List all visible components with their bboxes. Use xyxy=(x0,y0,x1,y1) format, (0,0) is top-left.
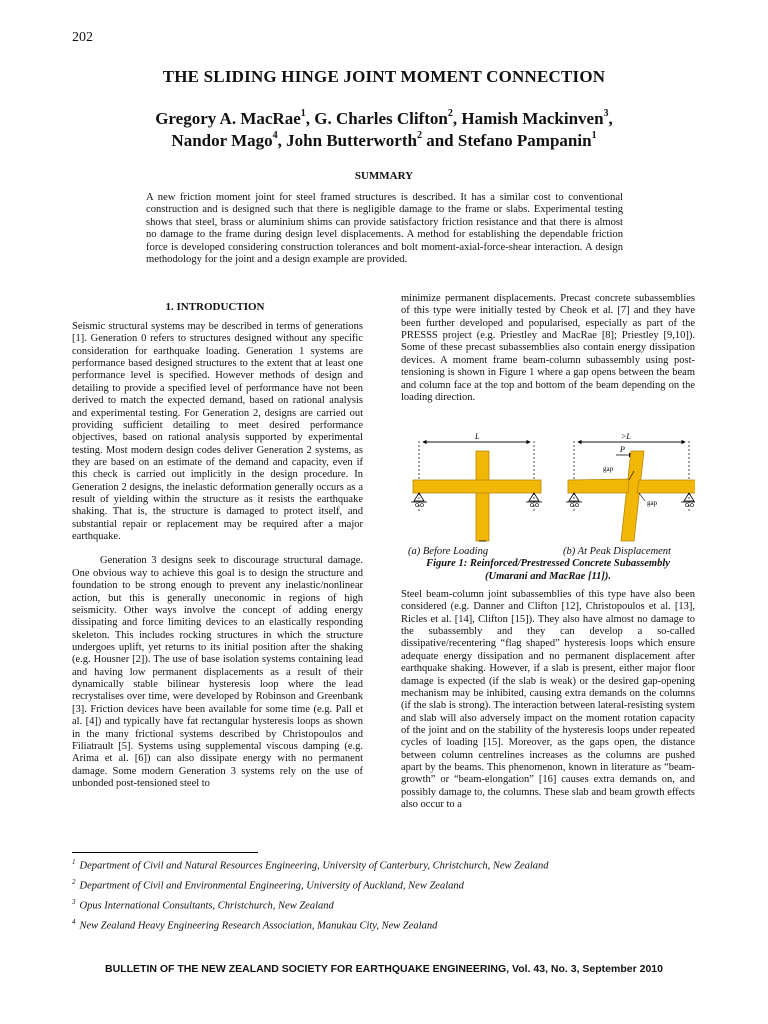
author-name: Stefano Pampanin xyxy=(457,131,592,150)
span-label-greater-l: >L xyxy=(621,432,631,441)
page-number: 202 xyxy=(72,30,93,45)
left-column-text xyxy=(72,321,363,790)
span-label-l: L xyxy=(475,432,480,441)
author-separator: , xyxy=(305,109,315,128)
intro-paragraph-1: Seismic structural systems may be described in terms of generations [1]. Generation 0 refers to structures designed without any specific consideration for earthquake loading. Generation 1 systems are performance based designed structures to the extent that at least one performance level is specified. However methods of design and detailing to provide a specified level of performance have not been derived to match the expected demand, based on rational analysis and experimental testing. For Generation 2, designs are carried out providing sufficient detailing to meet desired performance objectives, based on rational analysis supported by experimental testing. Most modern design codes deliver Generation 2 systems, as they are based on an estimate of the demand and capacity, even if this check is carried out implicitly in the design procedure. In Generation 2 designs, the inelastic deformation generally occurs as a result of yielding within the structure as it resists the earthquake shaking. That is, the structure is damaged to protect itself, and substantial repair or replacement may be required after a major earthquake. xyxy=(72,321,363,543)
author-name: Hamish Mackinven xyxy=(461,109,604,128)
force-label-p: P xyxy=(620,445,625,454)
footnote-mark: 4 xyxy=(72,918,76,926)
right-column-text-bottom xyxy=(401,589,695,811)
author-separator: , xyxy=(277,131,287,150)
figure-subcaption-a: (a) Before Loading xyxy=(408,546,489,557)
beam-member-left xyxy=(568,479,629,493)
panel-b-peak-displacement xyxy=(566,432,695,541)
gap-label-top: gap xyxy=(603,465,614,473)
journal-footer: BULLETIN OF THE NEW ZEALAND SOCIETY FOR EARTHQUAKE ENGINEERING, Vol. 43, No. 3, September 2010 xyxy=(105,963,663,975)
roller-icon xyxy=(416,504,419,507)
footnote-2 xyxy=(72,878,692,892)
author-affiliation-mark: 2 xyxy=(416,130,422,142)
paper-title: THE SLIDING HINGE JOINT MOMENT CONNECTION xyxy=(162,67,606,86)
author-affiliation-mark: 1 xyxy=(300,108,306,120)
author-affiliation-mark: 1 xyxy=(591,130,597,142)
author-affiliation-mark: 2 xyxy=(447,108,453,120)
author-separator: , xyxy=(452,109,462,128)
column-member xyxy=(476,451,489,541)
authors-line-1 xyxy=(0,109,768,129)
panel-a-before-loading xyxy=(411,432,542,541)
beam-member-right xyxy=(637,480,695,493)
footnote-text: Department of Civil and Environmental Engineering, University of Auckland, New Zealand xyxy=(79,880,464,892)
roller-icon xyxy=(576,504,579,507)
author-name: John Butterworth xyxy=(286,131,417,150)
author-separator: and xyxy=(421,131,458,150)
summary-heading: SUMMARY xyxy=(354,170,414,182)
authors-line-2 xyxy=(0,131,768,151)
figure-caption-line-1: Figure 1: Reinforced/Prestressed Concrete Subassembly xyxy=(426,558,670,569)
roller-icon xyxy=(686,504,689,507)
footnote-text: Department of Civil and Natural Resources Engineering, University of Canterbury, Christchurch, New Zealand xyxy=(79,860,549,872)
roller-icon xyxy=(421,504,424,507)
roller-icon xyxy=(536,504,539,507)
summary-text: A new friction moment joint for steel framed structures is described. It has a similar cost to conventional construction and is designed such that there is negligible damage to the frame or slabs. Experimental testing shows that steel, brass or aluminium shims can provide satisfactory friction resistance and that there is almost no damage to the frame during design level displacements. A method for establishing the dependable friction force is developed considering construction tolerances and bolt moment-axial-force-shear interaction. A design methodology for the joint and a design example are provided. xyxy=(146,192,623,266)
figure-caption-line-2: (Umarani and MacRae [11]). xyxy=(485,571,611,582)
roller-icon xyxy=(691,504,694,507)
author-name: Nandor Mago xyxy=(171,131,273,150)
right-paragraph-bottom: Steel beam-column joint subassemblies of this type have also been considered (e.g. Danner and Clifton [12], Christopoulos et al. [13], Ricles et al. [14], Clifton [15]). They also have almost no damage to the subassembly and they can develop a so-called dissipative/recentering “flag shaped” hysteresis loops which ensure adequate energy dissipation and no permanent displacement after earthquake shaking. However, if a slab is present, either major floor damage is expected (if the slab is weak) or the desired gap-opening mechanism may be inhibited, causing extra demands on the columns (if the slab is strong). The interaction between lateral-resisting system and slab will also adversely impact on the moment rotation capacity of the joint and on the stability of the hysteresis loops under repeated cycles of loading [15]. Moreover, as the gaps open, the distance between column centrelines increases as the columns are pushed apart by the beams. This phenomenon, known in literature as “beam-growth” or “beam-elongation” [16] causes extra demands on, and possibly damage to, the columns. These slab and beam growth effects also occur to a xyxy=(401,589,695,811)
author-affiliation-mark: 4 xyxy=(272,130,278,142)
footnote-text: Opus International Consultants, Christchurch, New Zealand xyxy=(79,900,334,912)
footnote-mark: 2 xyxy=(72,878,76,886)
footnote-text: New Zealand Heavy Engineering Research Association, Manukau City, New Zealand xyxy=(79,920,438,932)
footnote-1 xyxy=(72,858,692,872)
footnote-divider xyxy=(72,852,258,853)
figure-subcaption-b: (b) At Peak Displacement xyxy=(563,546,671,557)
right-column-text-top xyxy=(401,293,695,404)
intro-paragraph-2: Generation 3 designs seek to discourage structural damage. One obvious way to achieve this goal is to design the structure and foundation to be strong enough to prevent any inelastic/nonlinear action, but this is generally uneconomic in regions of high seismicity. Other ways involve the concept of adding energy dissipating and force limiting devices to an elastically responding skeleton. This includes rocking structures in which the structure undergoes uplift, yet returns to its initial position after the shaking (e.g. Housner [2]). The use of base isolation systems containing lead and having low permanent displacements as a result of their dynamically stable bilinear hysteresis loop where the lead recrystalises over time, were developed by Robinson and Greenbank [3]. Friction devices have been available for some time (e.g. Pall et al. [4]) and typically have fat rectangular hysteresis loops as shown in the many frictional systems described by Christopoulos and Filiatrault [5]. Systems using supplemental viscous damping (e.g. Arima et al. [6]) can also dissipate energy with no permanent damage. Some modern Generation 3 systems rely on the use of unbonded post-tensioned steel to xyxy=(72,555,363,789)
column-member-displaced xyxy=(621,451,644,541)
beam-member xyxy=(413,480,541,493)
footnote-3 xyxy=(72,898,692,912)
right-paragraph-top: minimize permanent displacements. Precast concrete subassemblies of this type were initially tested by Cheok et al. [7] and they have been further developed and popularised, especially as part of the PRESSS project (e.g. Priestley and MacRae [8]; Priestley [9,10]). Some of these precast subassemblies also contain energy dissipation devices. A moment frame beam-column subassembly using post-tensioning is shown in Figure 1 where a gap opens between the beam and column face at the top and bottom of the beam depending on the loading direction. xyxy=(401,293,695,403)
introduction-heading: 1. INTRODUCTION xyxy=(165,301,265,313)
roller-icon xyxy=(571,504,574,507)
footnote-mark: 3 xyxy=(72,898,76,906)
gap-leader-line xyxy=(639,493,645,501)
author-affiliation-mark: 3 xyxy=(603,108,609,120)
author-separator: , xyxy=(608,109,613,128)
author-name: Gregory A. MacRae xyxy=(155,109,301,128)
footnote-4 xyxy=(72,918,692,932)
gap-label-bottom: gap xyxy=(647,499,658,507)
footnote-mark: 1 xyxy=(72,858,76,866)
author-name: G. Charles Clifton xyxy=(314,109,448,128)
roller-icon xyxy=(531,504,534,507)
figure-1-diagram xyxy=(401,429,695,547)
